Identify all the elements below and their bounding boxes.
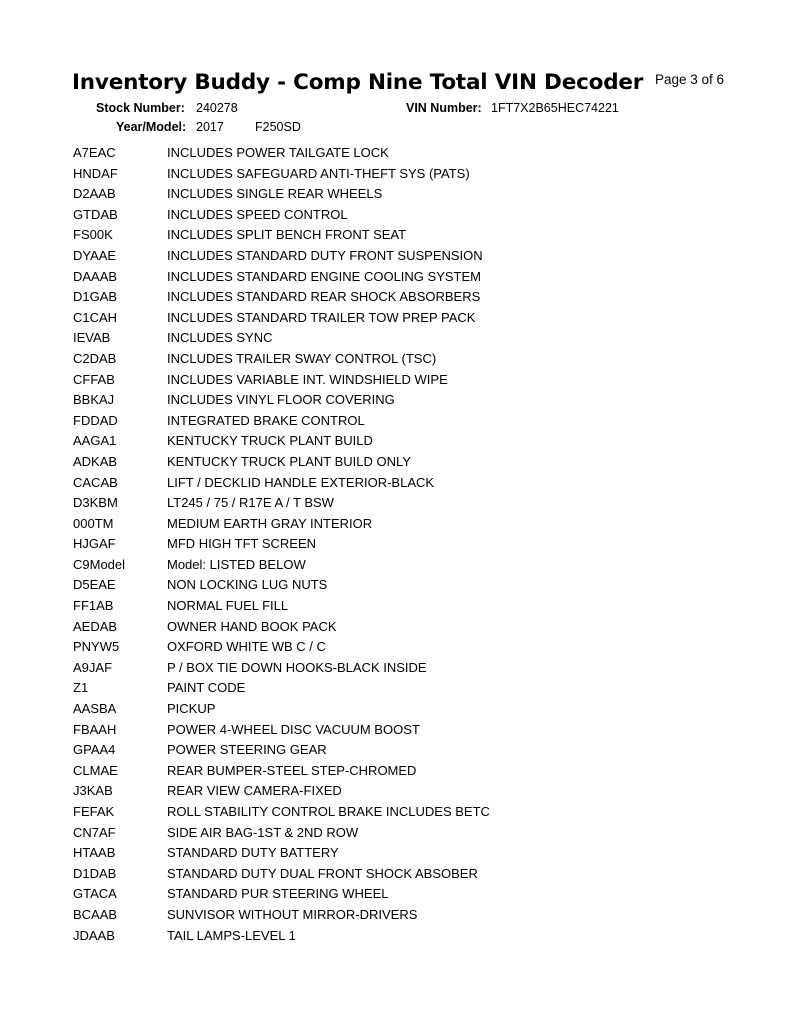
option-description: STANDARD PUR STEERING WHEEL — [167, 886, 389, 902]
option-row — [73, 555, 490, 576]
option-description: PAINT CODE — [167, 680, 246, 696]
option-description: POWER STEERING GEAR — [167, 742, 327, 758]
option-code: C1CAH — [73, 309, 118, 325]
option-row — [73, 287, 490, 308]
option-row — [73, 452, 490, 473]
option-code: CFFAB — [73, 371, 115, 387]
option-description: INCLUDES VARIABLE INT. WINDSHIELD WIPE — [167, 371, 448, 387]
option-description: INCLUDES SAFEGUARD ANTI-THEFT SYS (PATS) — [167, 165, 470, 181]
option-code: IEVAB — [73, 330, 111, 346]
option-row — [73, 596, 490, 617]
vin-number-label-text: VIN Number: — [406, 101, 482, 115]
option-row — [73, 225, 490, 246]
option-row — [73, 678, 490, 699]
option-row — [73, 328, 490, 349]
option-row — [73, 493, 490, 514]
option-row — [73, 864, 490, 885]
option-description: INCLUDES VINYL FLOOR COVERING — [167, 392, 395, 408]
option-code: 000TM — [73, 515, 114, 531]
option-row — [73, 740, 490, 761]
option-code: D1DAB — [73, 865, 117, 881]
option-description: Model: LISTED BELOW — [167, 556, 306, 572]
option-row — [73, 411, 490, 432]
option-description: INCLUDES SINGLE REAR WHEELS — [167, 186, 383, 202]
option-row — [73, 390, 490, 411]
stock-number-label-text: Stock Number: — [96, 101, 185, 115]
option-description: INTEGRATED BRAKE CONTROL — [167, 412, 365, 428]
option-row — [73, 534, 490, 555]
option-row — [73, 781, 490, 802]
option-description: REAR BUMPER-STEEL STEP-CHROMED — [167, 762, 417, 778]
option-description: INCLUDES STANDARD DUTY FRONT SUSPENSION — [167, 247, 483, 263]
option-description: INCLUDES STANDARD ENGINE COOLING SYSTEM — [167, 268, 481, 284]
option-code: BCAAB — [73, 906, 118, 922]
option-description: ROLL STABILITY CONTROL BRAKE INCLUDES BETC — [167, 804, 490, 819]
option-row — [73, 246, 490, 267]
option-description: INCLUDES POWER TAILGATE LOCK — [167, 145, 389, 160]
option-description: TAIL LAMPS-LEVEL 1 — [167, 927, 296, 943]
year-model-label — [116, 120, 186, 134]
option-row — [73, 184, 490, 205]
option-row — [73, 761, 490, 782]
option-description: STANDARD DUTY DUAL FRONT SHOCK ABSOBER — [167, 865, 478, 881]
option-description: INCLUDES SPLIT BENCH FRONT SEAT — [167, 227, 407, 243]
option-code: FBAAH — [73, 721, 117, 737]
option-code: D1GAB — [73, 289, 118, 305]
option-code: JDAAB — [73, 927, 115, 943]
option-code: GPAA4 — [73, 742, 116, 758]
document-title: Inventory Buddy - Comp Nine Total VIN Decoder — [72, 70, 644, 95]
option-description: LT245 / 75 / R17E A / T BSW — [167, 495, 334, 511]
option-row — [73, 308, 490, 329]
option-description: P / BOX TIE DOWN HOOKS-BLACK INSIDE — [167, 659, 427, 675]
option-row — [73, 267, 490, 288]
option-row — [73, 205, 490, 226]
option-description: POWER 4-WHEEL DISC VACUUM BOOST — [167, 721, 420, 737]
option-code: DYAAE — [73, 247, 117, 263]
option-code: AEDAB — [73, 618, 118, 634]
year-value: 2017 — [196, 120, 224, 134]
option-row — [73, 905, 490, 926]
option-code: D2AAB — [73, 186, 116, 202]
option-code: D3KBM — [73, 495, 118, 511]
option-code: AAGA1 — [73, 433, 117, 449]
option-code: HTAAB — [73, 845, 116, 861]
option-code: GTDAB — [73, 206, 118, 222]
vin-number-value: 1FT7X2B65HEC74221 — [491, 101, 619, 115]
option-code: GTACA — [73, 886, 117, 902]
option-code: HNDAF — [73, 165, 118, 181]
option-row — [73, 575, 490, 596]
option-row — [73, 802, 490, 823]
option-row — [73, 637, 490, 658]
option-code: PNYW5 — [73, 639, 120, 655]
option-description: NORMAL FUEL FILL — [167, 598, 289, 614]
option-code: J3KAB — [73, 783, 113, 799]
option-description: REAR VIEW CAMERA-FIXED — [167, 783, 342, 799]
option-description: OWNER HAND BOOK PACK — [167, 618, 337, 634]
option-description: PICKUP — [167, 701, 216, 717]
stock-number-label — [96, 101, 185, 115]
option-code: D5EAE — [73, 577, 116, 593]
option-code: Z1 — [73, 680, 89, 696]
option-row — [73, 823, 490, 844]
option-row — [73, 143, 490, 164]
option-row — [73, 349, 490, 370]
option-description: LIFT / DECKLID HANDLE EXTERIOR-BLACK — [167, 474, 435, 490]
vin-number-label — [406, 101, 482, 115]
option-row — [73, 884, 490, 905]
option-code: CN7AF — [73, 824, 116, 840]
option-code: C9Model — [73, 556, 126, 572]
model-value: F250SD — [255, 120, 301, 134]
option-code: C2DAB — [73, 350, 117, 366]
option-code: ADKAB — [73, 453, 118, 469]
option-code: CACAB — [73, 474, 118, 490]
option-description: NON LOCKING LUG NUTS — [167, 577, 328, 593]
option-description: INCLUDES TRAILER SWAY CONTROL (TSC) — [167, 350, 437, 366]
option-row — [73, 617, 490, 638]
option-code: A7EAC — [73, 145, 116, 160]
option-description: INCLUDES SYNC — [167, 330, 273, 346]
option-description: INCLUDES STANDARD TRAILER TOW PREP PACK — [167, 309, 476, 325]
option-code: AASBA — [73, 701, 117, 717]
option-description: OXFORD WHITE WB C / C — [167, 639, 326, 655]
option-code: BBKAJ — [73, 392, 115, 408]
option-row — [73, 514, 490, 535]
option-row — [73, 370, 490, 391]
option-description: STANDARD DUTY BATTERY — [167, 845, 339, 861]
option-code: A9JAF — [73, 659, 113, 675]
option-description: MEDIUM EARTH GRAY INTERIOR — [167, 515, 373, 531]
option-description: KENTUCKY TRUCK PLANT BUILD ONLY — [167, 453, 411, 469]
option-code: DAAAB — [73, 268, 118, 284]
option-description: INCLUDES STANDARD REAR SHOCK ABSORBERS — [167, 289, 481, 305]
option-code: CLMAE — [73, 762, 118, 778]
option-description: INCLUDES SPEED CONTROL — [167, 206, 348, 222]
option-description: SUNVISOR WITHOUT MIRROR-DRIVERS — [167, 906, 418, 922]
stock-number-value: 240278 — [196, 101, 238, 115]
option-row — [73, 843, 490, 864]
option-code: FS00K — [73, 227, 113, 243]
year-model-label-text: Year/Model: — [116, 120, 187, 134]
option-code-list — [73, 143, 490, 946]
option-code: FF1AB — [73, 598, 114, 614]
option-code: HJGAF — [73, 536, 116, 552]
option-row — [73, 473, 490, 494]
option-description: MFD HIGH TFT SCREEN — [167, 536, 317, 552]
option-row — [73, 164, 490, 185]
option-row — [73, 926, 490, 947]
option-description: KENTUCKY TRUCK PLANT BUILD — [167, 433, 373, 449]
option-row — [73, 699, 490, 720]
option-description: SIDE AIR BAG-1ST & 2ND ROW — [167, 824, 359, 840]
option-code: FDDAD — [73, 412, 118, 428]
option-row — [73, 658, 490, 679]
option-row — [73, 431, 490, 452]
option-code: FEFAK — [73, 804, 115, 819]
option-row — [73, 720, 490, 741]
page-number: Page 3 of 6 — [655, 72, 725, 87]
